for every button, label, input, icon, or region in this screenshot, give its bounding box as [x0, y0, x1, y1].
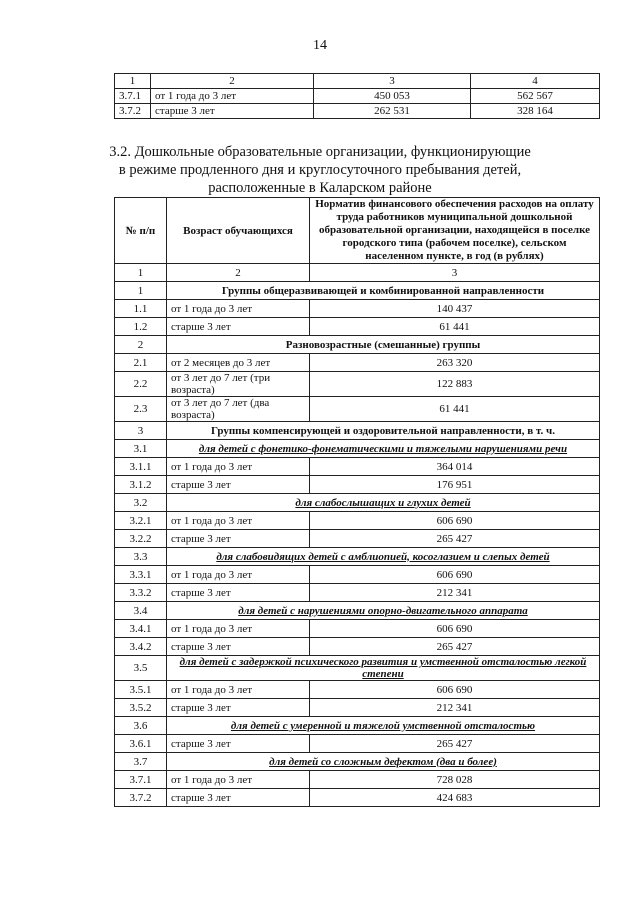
row-number: 3.4.1	[115, 620, 167, 638]
row-value: 606 690	[310, 681, 600, 699]
subgroup-row	[115, 548, 600, 566]
row-age: старше 3 лет	[151, 104, 314, 119]
row-age: от 1 года до 3 лет	[167, 681, 310, 699]
table-row	[115, 638, 600, 656]
row-number: 2	[115, 336, 167, 354]
table-row	[115, 354, 600, 372]
table-row	[115, 397, 600, 422]
row-value: 606 690	[310, 566, 600, 584]
row-age: от 1 года до 3 лет	[151, 89, 314, 104]
table-row	[115, 681, 600, 699]
row-number: 2.2	[115, 372, 167, 397]
row-value: 212 341	[310, 584, 600, 602]
subgroup-title: для слабослышащих и глухих детей	[167, 494, 600, 512]
row-number: 3.3.1	[115, 566, 167, 584]
row-value: 262 531	[314, 104, 471, 119]
row-number: 2.1	[115, 354, 167, 372]
row-number: 3	[115, 422, 167, 440]
row-value: 450 053	[314, 89, 471, 104]
table-row	[115, 771, 600, 789]
row-number: 3.7.1	[115, 771, 167, 789]
row-age: от 2 месяцев до 3 лет	[167, 354, 310, 372]
row-value: 263 320	[310, 354, 600, 372]
row-value: 265 427	[310, 735, 600, 753]
table-row	[115, 699, 600, 717]
row-number: 3.2.2	[115, 530, 167, 548]
row-age: старше 3 лет	[167, 530, 310, 548]
subgroup-row	[115, 656, 600, 681]
table-row	[115, 372, 600, 397]
subgroup-title: для детей со сложным дефектом (два и более)	[167, 753, 600, 771]
row-value: 424 683	[310, 789, 600, 807]
table-row	[115, 300, 600, 318]
table-row	[115, 530, 600, 548]
group-row	[115, 336, 600, 354]
row-number: 3.4	[115, 602, 167, 620]
page-number: 14	[313, 38, 327, 53]
row-value: 61 441	[310, 397, 600, 422]
section-title-line: расположенные в Каларском районе	[208, 180, 432, 196]
table-row	[115, 789, 600, 807]
table-header-row	[115, 74, 600, 89]
row-age: от 3 лет до 7 лет (три возраста)	[167, 372, 310, 397]
row-age: от 3 лет до 7 лет (два возраста)	[167, 397, 310, 422]
row-number: 3.7.2	[115, 104, 151, 119]
row-value: 364 014	[310, 458, 600, 476]
table-row	[115, 512, 600, 530]
row-value: 212 341	[310, 699, 600, 717]
row-number: 3.1.1	[115, 458, 167, 476]
row-value: 122 883	[310, 372, 600, 397]
row-value: 606 690	[310, 512, 600, 530]
row-age: от 1 года до 3 лет	[167, 771, 310, 789]
subgroup-row	[115, 717, 600, 735]
col-age-header: Возраст обучающихся	[167, 198, 310, 264]
subgroup-title: для слабовидящих детей с амблиопией, косоглазием и слепых детей	[167, 548, 600, 566]
continued-table	[114, 73, 600, 119]
table-row	[115, 584, 600, 602]
group-row	[115, 422, 600, 440]
row-age: старше 3 лет	[167, 699, 310, 717]
row-age: старше 3 лет	[167, 476, 310, 494]
group-title: Группы компенсирующей и оздоровительной направленности, в т. ч.	[167, 422, 600, 440]
subgroup-row	[115, 440, 600, 458]
row-age: от 1 года до 3 лет	[167, 620, 310, 638]
subgroup-title: для детей с умеренной и тяжелой умственной отсталостью	[167, 717, 600, 735]
row-number: 3.6	[115, 717, 167, 735]
row-number: 1.1	[115, 300, 167, 318]
table-row	[115, 476, 600, 494]
subgroup-title: для детей с нарушениями опорно-двигательного аппарата	[167, 602, 600, 620]
column-numbers-row	[115, 264, 600, 282]
table-row	[115, 735, 600, 753]
column-number: 3	[310, 264, 600, 282]
table-row	[115, 566, 600, 584]
subgroup-title: для детей с фонетико-фонематическими и тяжелыми нарушениями речи	[167, 440, 600, 458]
col-norm-header: Норматив финансового обеспечения расходов на оплату труда работников муниципальной дошкольной образовательной организации, находящейся в поселке городского типа (рабочем поселке), сельском населенном пункте, в год (в рублях)	[310, 198, 600, 264]
table-row	[115, 104, 600, 119]
column-number: 2	[167, 264, 310, 282]
row-number: 3.7.2	[115, 789, 167, 807]
table-row	[115, 89, 600, 104]
col-number-header: № п/п	[115, 198, 167, 264]
row-number: 3.2.1	[115, 512, 167, 530]
row-age: от 1 года до 3 лет	[167, 300, 310, 318]
table-row	[115, 318, 600, 336]
row-age: старше 3 лет	[167, 584, 310, 602]
row-age: старше 3 лет	[167, 318, 310, 336]
section-title	[0, 143, 640, 197]
row-age: от 1 года до 3 лет	[167, 566, 310, 584]
row-age: от 1 года до 3 лет	[167, 512, 310, 530]
row-number: 3.6.1	[115, 735, 167, 753]
row-value: 265 427	[310, 638, 600, 656]
row-value: 606 690	[310, 620, 600, 638]
row-age: старше 3 лет	[167, 789, 310, 807]
row-number: 3.5	[115, 656, 167, 681]
row-value: 176 951	[310, 476, 600, 494]
row-number: 1	[115, 282, 167, 300]
header-cell: 3	[314, 74, 471, 89]
section-title-line: 3.2. Дошкольные образовательные организации, функционирующие	[109, 144, 531, 160]
row-age: старше 3 лет	[167, 735, 310, 753]
row-number: 3.5.1	[115, 681, 167, 699]
section-title-line: в режиме продленного дня и круглосуточного пребывания детей,	[118, 162, 522, 178]
row-number: 3.1.2	[115, 476, 167, 494]
subgroup-row	[115, 494, 600, 512]
header-cell: 1	[115, 74, 151, 89]
row-number: 3.5.2	[115, 699, 167, 717]
table-row	[115, 458, 600, 476]
row-number: 3.1	[115, 440, 167, 458]
row-number: 3.2	[115, 494, 167, 512]
subgroup-row	[115, 602, 600, 620]
row-age: от 1 года до 3 лет	[167, 458, 310, 476]
row-value: 328 164	[471, 104, 600, 119]
row-value: 562 567	[471, 89, 600, 104]
subgroup-row	[115, 753, 600, 771]
row-value: 728 028	[310, 771, 600, 789]
header-cell: 2	[151, 74, 314, 89]
row-age: старше 3 лет	[167, 638, 310, 656]
subgroup-title: для детей с задержкой психического развития и умственной отсталостью легкой степени	[167, 656, 600, 681]
row-number: 3.7	[115, 753, 167, 771]
row-number: 3.4.2	[115, 638, 167, 656]
row-number: 3.3	[115, 548, 167, 566]
header-cell: 4	[471, 74, 600, 89]
row-number: 3.7.1	[115, 89, 151, 104]
normative-table	[114, 197, 600, 807]
column-number: 1	[115, 264, 167, 282]
group-row	[115, 282, 600, 300]
row-number: 1.2	[115, 318, 167, 336]
row-value: 265 427	[310, 530, 600, 548]
table-header-row	[115, 198, 600, 264]
group-title: Разновозрастные (смешанные) группы	[167, 336, 600, 354]
row-number: 2.3	[115, 397, 167, 422]
row-value: 61 441	[310, 318, 600, 336]
table-row	[115, 620, 600, 638]
row-value: 140 437	[310, 300, 600, 318]
row-number: 3.3.2	[115, 584, 167, 602]
group-title: Группы общеразвивающей и комбинированной направленности	[167, 282, 600, 300]
